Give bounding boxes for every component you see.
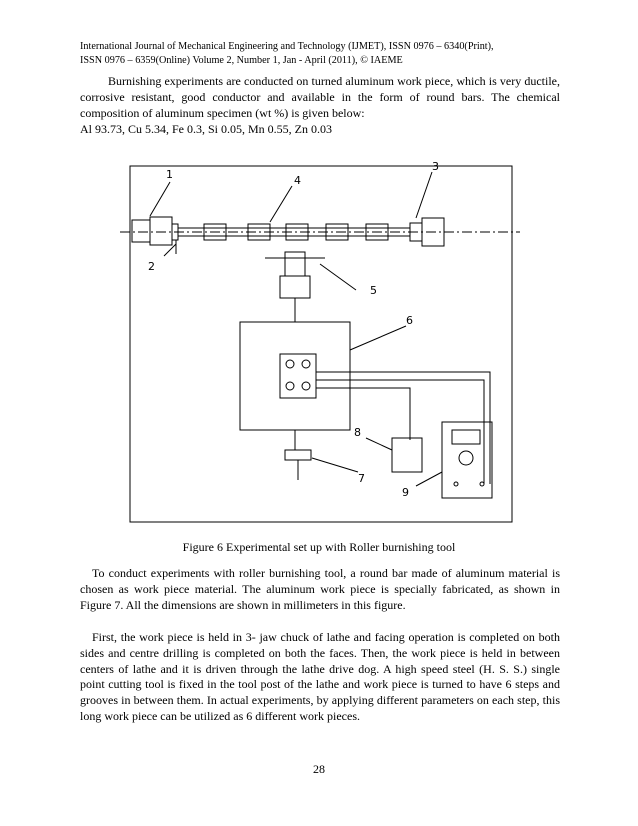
figure-caption: Figure 6 Experimental set up with Roller burnishing tool (182, 540, 456, 554)
leader-1 (150, 182, 170, 216)
sensor-dot (286, 382, 294, 390)
page-number: 28 (313, 762, 325, 776)
label-3: 3 (432, 160, 439, 173)
sensor-dot (302, 382, 310, 390)
sensor-dot (302, 360, 310, 368)
intro-paragraph: Burnishing experiments are conducted on turned aluminum work piece, which is very ductile, corrosive resistant, good conductor and available in the form of round bars. The chemical composition of aluminum specimen (wt %) is given below: (80, 74, 560, 120)
roller (285, 252, 305, 276)
setup-diagram (120, 160, 522, 530)
body-paragraph-2: First, the work piece is held in 3- jaw chuck of lathe and facing operation is completed on both sides and centre drilling is completed on both the faces. Then, the work piece is held in between centers of lathe and it is driven through the lathe drive dog. A high speed steel (H. S. S.) single point cutting tool is fixed in the tool post of the lathe and work piece is turned to have 6 steps and grooves in between them. In actual experiments, by applying different parameters on each step, this long work piece can be utilized as 6 different work pieces. (80, 630, 560, 723)
label-5: 5 (370, 284, 377, 297)
label-6: 6 (406, 314, 413, 327)
sensor-dot (286, 360, 294, 368)
amplifier (392, 438, 422, 472)
body-paragraph-1: To conduct experiments with roller burnishing tool, a round bar made of aluminum material is chosen as work piece material. The aluminum work piece is specially fabricated, as shown in Figure 7. All the dimensions are shown in millimeters in this figure. (80, 566, 560, 612)
figure-frame (130, 166, 512, 522)
label-9: 9 (402, 486, 409, 499)
tool-holder (280, 276, 310, 298)
composition-line: Al 93.73, Cu 5.34, Fe 0.3, Si 0.05, Mn 0.55, Zn 0.03 (80, 122, 333, 136)
label-1: 1 (166, 168, 173, 181)
chuck-body (150, 217, 172, 245)
indicator-knob (459, 451, 473, 465)
leader-7 (312, 458, 358, 472)
label-4: 4 (294, 174, 301, 187)
chuck (132, 220, 150, 242)
leader-9 (416, 472, 442, 486)
journal-header (80, 40, 560, 67)
header-line-2: ISSN 0976 – 6359(Online) Volume 2, Number 1, Jan - April (2011), © IAEME (80, 54, 403, 66)
leader-5 (320, 264, 356, 290)
indicator-terminal (454, 482, 458, 486)
wire-2 (316, 380, 484, 484)
dynamometer (240, 322, 350, 430)
sensor-box (280, 354, 316, 398)
header-line-1: International Journal of Mechanical Engineering and Technology (IJMET), ISSN 0976 – 6340(Print), (80, 41, 494, 52)
label-7: 7 (358, 472, 365, 485)
leader-4 (270, 186, 292, 222)
tool-post (285, 450, 311, 460)
indicator-terminal (480, 482, 484, 486)
leader-8 (366, 438, 392, 450)
indicator-display (452, 430, 480, 444)
wire-3 (316, 388, 410, 440)
label-8: 8 (354, 426, 361, 439)
label-2: 2 (148, 260, 155, 273)
experimental-setup-figure (120, 160, 522, 530)
leader-6 (350, 326, 406, 350)
leader-3 (416, 172, 432, 218)
leader-2 (164, 244, 176, 256)
